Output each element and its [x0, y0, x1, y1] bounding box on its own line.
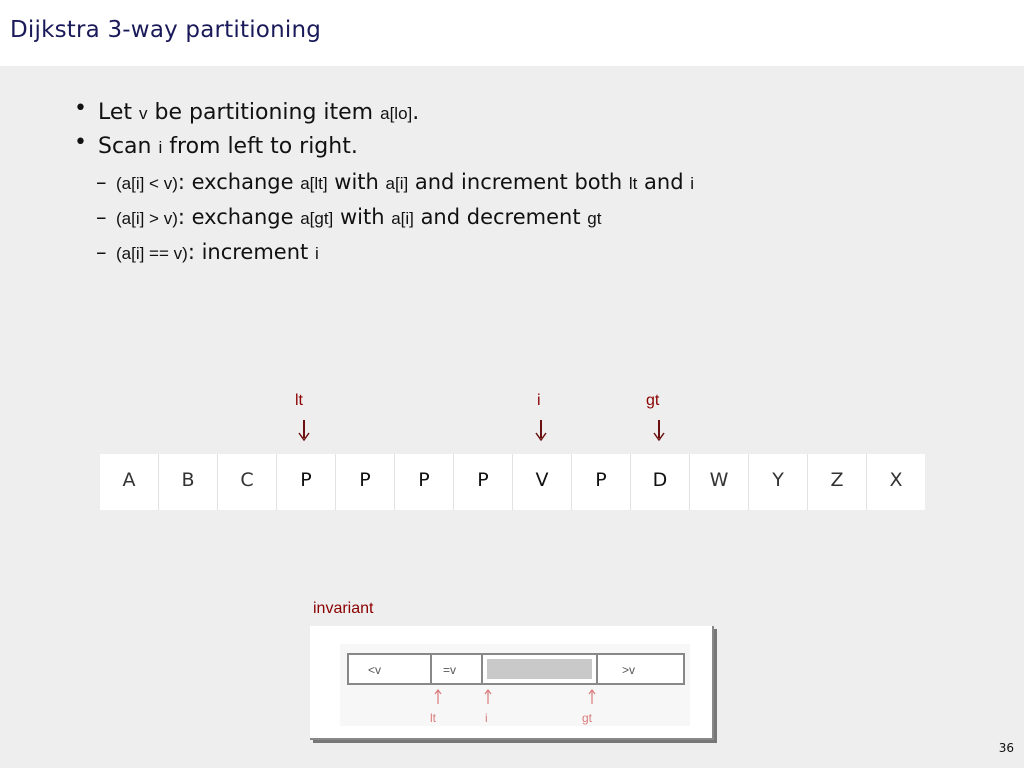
bullet-dot: •	[74, 130, 87, 155]
condition: (a[i] == v)	[116, 244, 188, 263]
array-cell: X	[889, 469, 903, 491]
pointer-label-gt: gt	[646, 392, 660, 409]
bullet-1	[74, 96, 420, 125]
code: a[lt]	[300, 174, 328, 193]
title-bar	[0, 0, 1024, 66]
code: i	[314, 244, 319, 263]
condition: (a[i] < v)	[116, 174, 178, 193]
region-equal-label: =v	[443, 663, 457, 677]
down-arrow-icon	[535, 420, 547, 442]
array-cell: P	[572, 454, 631, 510]
invariant-label: invariant	[313, 600, 374, 617]
bullet-text: Scan	[98, 134, 159, 159]
array-cell: P	[395, 454, 454, 510]
pointer-label-i: i	[537, 392, 541, 409]
sub-bullet-less	[96, 170, 694, 194]
region-less-label: <v	[368, 663, 382, 677]
marker-lt: lt	[430, 711, 436, 725]
array-cell: Z	[808, 454, 867, 510]
pointer-label-lt: lt	[295, 392, 303, 409]
bullet-text: Let	[98, 100, 140, 125]
sub-text: : increment	[187, 240, 315, 264]
bullet-text: be partitioning item	[147, 100, 381, 125]
down-arrow-icon	[653, 420, 665, 442]
slide-title: Dijkstra 3-way partitioning	[10, 17, 322, 43]
marker-gt: gt	[582, 711, 593, 725]
unknown-region	[487, 659, 592, 679]
invariant-diagram	[310, 626, 712, 738]
array-cell: P	[336, 454, 395, 510]
bullet-2	[74, 130, 358, 159]
code-a-lo: a[lo]	[380, 104, 413, 123]
down-arrow-icon	[298, 420, 310, 442]
code: a[gt]	[300, 209, 334, 228]
array-cell: A	[100, 454, 159, 510]
bullet-text: from left to right.	[162, 134, 358, 159]
region-greater-label: >v	[622, 663, 636, 677]
dash: –	[96, 170, 107, 194]
bullet-dot: •	[74, 96, 87, 121]
code: lt	[628, 174, 638, 193]
marker-i: i	[485, 711, 488, 725]
array-cell: P	[454, 454, 513, 510]
code-i: i	[158, 138, 163, 157]
sub-text: and increment both	[408, 170, 629, 194]
array-cell: B	[159, 454, 218, 510]
array-cell: Y	[749, 454, 808, 510]
sub-text: with	[327, 170, 386, 194]
sub-bullet-equal	[96, 240, 319, 264]
dash: –	[96, 240, 107, 264]
sub-bullet-greater	[96, 205, 602, 229]
code: gt	[587, 209, 602, 228]
array-cell: D	[631, 454, 690, 510]
array-cell: W	[690, 454, 749, 510]
sub-text: : exchange	[177, 205, 301, 229]
condition: (a[i] > v)	[116, 209, 178, 228]
sub-text: : exchange	[177, 170, 301, 194]
code: a[i]	[391, 209, 414, 228]
sub-text: with	[333, 205, 392, 229]
sub-text: and	[637, 170, 691, 194]
bullet-text: .	[412, 100, 420, 125]
code: a[i]	[385, 174, 409, 193]
array-row	[100, 454, 925, 510]
array-cell: C	[218, 454, 277, 510]
array-cell: P	[277, 454, 336, 510]
code-v: v	[139, 104, 148, 123]
code: i	[690, 174, 694, 193]
invariant-figure	[310, 626, 714, 740]
array-cell: V	[513, 454, 572, 510]
page-number: 36	[998, 741, 1014, 755]
dash: –	[96, 205, 107, 229]
sub-text: and decrement	[413, 205, 588, 229]
